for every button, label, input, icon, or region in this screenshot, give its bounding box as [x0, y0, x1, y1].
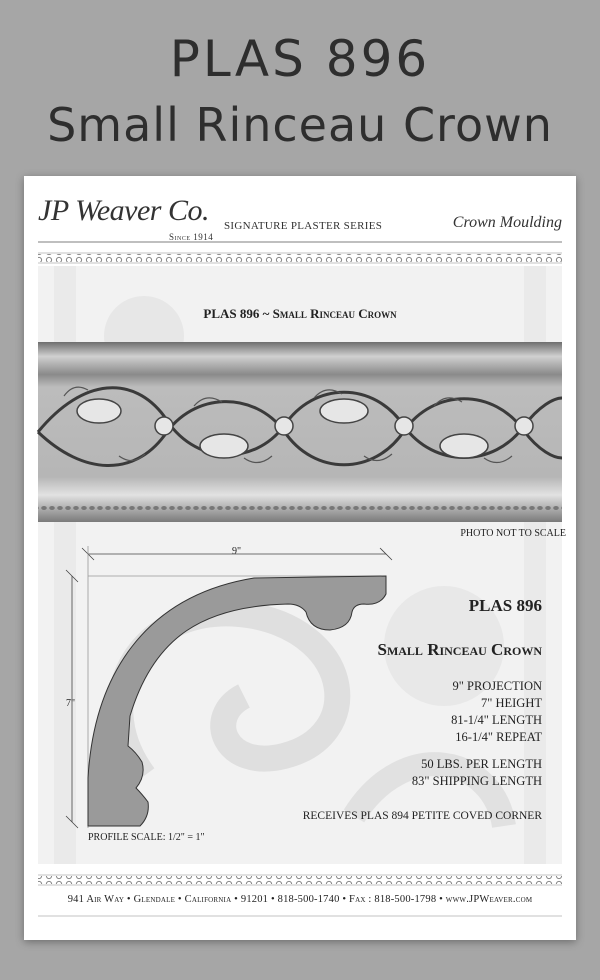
photo-note: PHOTO NOT TO SCALE [460, 528, 566, 539]
product-code: PLAS 896 [468, 596, 542, 615]
dimension-width: 9" [232, 546, 242, 557]
spec-weight: 50 LBS. PER LENGTH [421, 757, 542, 771]
top-bead-border [38, 254, 562, 262]
background-ornament [24, 176, 576, 940]
spec-shipping: 83" SHIPPING LENGTH [411, 774, 542, 788]
category-label: Crown Moulding [452, 214, 562, 231]
product-title: PLAS 896 ~ Small Rinceau Crown [203, 306, 397, 321]
footer-address: 941 Air Way • Glendale • California • 91201 • 818-500-1740 • Fax : 818-500-1798 • www.JPWeaver.com [67, 894, 533, 905]
spec-height: 7" HEIGHT [481, 696, 542, 710]
spec-repeat: 16-1/4" REPEAT [455, 730, 542, 744]
spec-length: 81-1/4" LENGTH [451, 713, 542, 727]
spec-projection: 9" PROJECTION [452, 679, 542, 693]
bottom-bead-border [38, 876, 562, 884]
company-logo: JP Weaver Co. [38, 194, 209, 227]
product-name: Small Rinceau Crown [377, 640, 542, 659]
moulding-photo [38, 342, 562, 522]
header-name: Small Rinceau Crown [47, 98, 553, 152]
spec-sheet [24, 176, 576, 940]
since-text: Since 1914 [169, 232, 214, 242]
profile-scale: PROFILE SCALE: 1/2" = 1" [88, 832, 205, 843]
spec-list [412, 678, 542, 790]
series-label: SIGNATURE PLASTER SERIES [224, 220, 383, 232]
header-code: PLAS 896 [169, 30, 431, 88]
receives-note: RECEIVES PLAS 894 PETITE COVED CORNER [302, 810, 542, 822]
dimension-height: 7" [66, 698, 76, 709]
